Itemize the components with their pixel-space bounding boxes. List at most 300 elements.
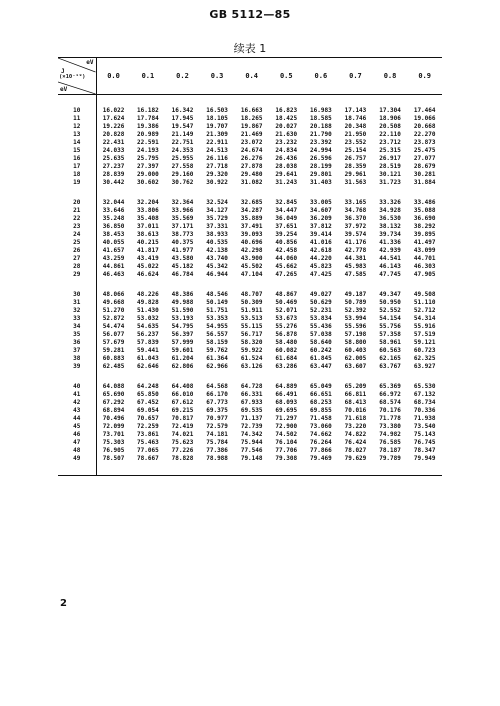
bottom-spacer-row [58, 463, 442, 476]
table-cell: 66.331 [240, 391, 263, 398]
table-cell: 29.641 [275, 171, 298, 178]
table-cell: 30.922 [206, 179, 228, 186]
spacer-cell [373, 371, 408, 383]
table-row [58, 139, 442, 147]
table-cell: 42.138 [206, 247, 228, 254]
table-cell: 18.425 [275, 115, 298, 122]
table-cell: 45.182 [171, 263, 194, 270]
table-cell: 53.032 [137, 315, 159, 322]
table-cell: 62.485 [102, 363, 125, 370]
table-cell: 22.751 [171, 139, 194, 146]
table-cell: 56.557 [206, 331, 228, 338]
row-ev-label: 28 [58, 263, 96, 271]
spacer-cell [58, 187, 96, 199]
table-cell: 37.011 [137, 223, 159, 230]
table-cell: 78.347 [413, 447, 436, 454]
table-cell: 24.674 [240, 147, 263, 154]
table-cell: 29.320 [206, 171, 228, 178]
spacer-cell [407, 371, 442, 383]
table-cell: 49.508 [413, 291, 436, 298]
table-cell: 74.181 [206, 431, 228, 438]
table-cell: 68.574 [379, 399, 401, 406]
table-cell: 49.828 [137, 299, 159, 306]
row-ev-label: 45 [58, 423, 96, 431]
table-cell: 76.424 [344, 439, 367, 446]
table-cell: 44.220 [310, 255, 332, 262]
table-cell: 73.861 [137, 431, 159, 438]
spacer-cell [200, 279, 235, 291]
table-cell: 23.712 [379, 139, 401, 146]
table-cell: 23.392 [310, 139, 332, 146]
table-row [58, 271, 442, 279]
group-spacer-row [58, 187, 442, 199]
row-ev-label: 38 [58, 355, 96, 363]
table-row [58, 407, 442, 415]
table-cell: 24.193 [137, 147, 159, 154]
row-ev-label: 27 [58, 255, 96, 263]
table-cell: 18.906 [379, 115, 401, 122]
spacer-cell [373, 279, 408, 291]
spacer-cell [131, 279, 166, 291]
table-cell: 59.762 [206, 347, 228, 354]
table-cell: 77.546 [240, 447, 263, 454]
row-ev-label: 32 [58, 307, 96, 315]
table-cell: 41.817 [137, 247, 159, 254]
row-ev-label: 48 [58, 447, 96, 455]
row-ev-label: 20 [58, 199, 96, 207]
table-cell: 64.248 [137, 383, 159, 390]
table-cell: 34.127 [206, 207, 228, 214]
table-cell: 39.895 [413, 231, 436, 238]
table-cell: 63.286 [275, 363, 298, 370]
table-cell: 61.204 [171, 355, 194, 362]
row-ev-label: 13 [58, 131, 96, 139]
spacer-cell [96, 371, 131, 383]
table-cell: 71.778 [379, 415, 401, 422]
table-cell: 26.436 [275, 155, 298, 162]
table-cell: 63.927 [413, 363, 436, 370]
table-cell: 56.237 [137, 331, 159, 338]
table-cell: 73.540 [413, 423, 436, 430]
table-cell: 22.110 [379, 131, 401, 138]
table-cell: 70.336 [413, 407, 436, 414]
spacer-cell [200, 95, 235, 108]
row-ev-label: 44 [58, 415, 96, 423]
table-cell: 61.364 [206, 355, 228, 362]
table-cell: 45.983 [344, 263, 367, 270]
table-cell: 58.320 [240, 339, 263, 346]
table-cell: 47.745 [379, 271, 401, 278]
table-cell: 38.933 [206, 231, 228, 238]
group-spacer-row [58, 371, 442, 383]
table-cell: 40.535 [206, 239, 228, 246]
row-ev-label: 43 [58, 407, 96, 415]
table-cell: 74.662 [310, 431, 332, 438]
table-cell: 31.884 [413, 179, 436, 186]
table-cell: 34.768 [344, 207, 367, 214]
table-cell: 50.149 [206, 299, 228, 306]
table-cell: 24.513 [206, 147, 228, 154]
table-cell: 56.878 [275, 331, 298, 338]
table-title: 续表 1 [233, 42, 267, 55]
table-cell: 74.822 [344, 431, 367, 438]
table-cell: 25.154 [344, 147, 367, 154]
page-number: 2 [60, 598, 67, 609]
table-cell: 57.999 [171, 339, 194, 346]
table-cell: 20.508 [379, 123, 401, 130]
table-cell: 68.093 [275, 399, 298, 406]
spacer-cell [407, 187, 442, 199]
table-row [58, 439, 442, 447]
table-cell: 46.303 [413, 263, 436, 270]
spacer-cell [131, 187, 166, 199]
table-cell: 41.176 [344, 239, 367, 246]
row-ev-label: 16 [58, 155, 96, 163]
spacer-cell [304, 279, 339, 291]
table-row [58, 231, 442, 239]
table-cell: 67.132 [413, 391, 436, 398]
table-cell: 43.419 [137, 255, 159, 262]
table-cell: 26.596 [310, 155, 332, 162]
table-cell: 75.143 [413, 431, 436, 438]
table-cell: 39.734 [379, 231, 401, 238]
table-cell: 37.651 [275, 223, 298, 230]
table-cell: 50.629 [310, 299, 332, 306]
table-cell: 68.253 [310, 399, 332, 406]
table-cell: 58.159 [206, 339, 228, 346]
table-cell: 45.502 [240, 263, 263, 270]
standard-number: GB 5112—85 [209, 8, 291, 21]
table-cell: 77.226 [171, 447, 194, 454]
table-cell: 54.474 [102, 323, 125, 330]
table-row [58, 423, 442, 431]
spacer-cell [373, 187, 408, 199]
table-cell: 77.386 [206, 447, 228, 454]
table-cell: 48.867 [275, 291, 298, 298]
table-cell: 26.917 [379, 155, 401, 162]
table-cell: 34.928 [379, 207, 401, 214]
table-cell: 52.392 [344, 307, 367, 314]
table-cell: 52.231 [310, 307, 332, 314]
table-cell: 48.066 [102, 291, 125, 298]
table-cell: 21.309 [206, 131, 228, 138]
table-cell: 63.447 [310, 363, 332, 370]
table-cell: 79.629 [344, 455, 367, 462]
table-cell: 17.624 [102, 115, 125, 122]
table-cell: 23.873 [413, 139, 436, 146]
table-cell: 49.027 [310, 291, 332, 298]
table-cell: 24.834 [275, 147, 298, 154]
table-row [58, 207, 442, 215]
row-ev-label: 10 [58, 107, 96, 115]
table-cell: 74.982 [379, 431, 401, 438]
spacer-cell [407, 279, 442, 291]
row-ev-label: 26 [58, 247, 96, 255]
spacer-cell [338, 371, 373, 383]
top-spacer-row [58, 95, 442, 108]
table-row [58, 123, 442, 131]
column-header: 0.1 [131, 58, 166, 95]
table-cell: 59.441 [137, 347, 159, 354]
table-row [58, 163, 442, 171]
corner-cell [58, 58, 96, 95]
table-cell: 60.242 [310, 347, 332, 354]
table-cell: 71.938 [413, 415, 436, 422]
table-cell: 59.281 [102, 347, 125, 354]
table-cell: 53.673 [275, 315, 298, 322]
table-cell: 48.386 [171, 291, 194, 298]
table-cell: 45.823 [310, 263, 332, 270]
table-row [58, 215, 442, 223]
table-cell: 55.276 [275, 323, 298, 330]
spacer-cell [269, 371, 304, 383]
table-row [58, 339, 442, 347]
table-cell: 50.469 [275, 299, 298, 306]
table-cell: 67.933 [240, 399, 263, 406]
table-cell: 45.022 [137, 263, 159, 270]
spacer-cell [131, 95, 166, 108]
table-cell: 64.568 [206, 383, 228, 390]
table-cell: 22.591 [137, 139, 159, 146]
table-cell: 72.579 [206, 423, 228, 430]
table-cell: 62.165 [379, 355, 401, 362]
row-ev-label: 40 [58, 383, 96, 391]
spacer-cell [269, 463, 304, 476]
row-ev-label: 30 [58, 291, 96, 299]
table-cell: 56.717 [240, 331, 263, 338]
table-cell: 74.021 [171, 431, 194, 438]
table-row [58, 315, 442, 323]
table-row [58, 147, 442, 155]
table-cell: 27.878 [240, 163, 263, 170]
row-ev-label: 14 [58, 139, 96, 147]
table-cell: 19.386 [137, 123, 159, 130]
spacer-cell [58, 463, 96, 476]
table-cell: 61.684 [275, 355, 298, 362]
table-cell: 65.209 [344, 383, 367, 390]
table-cell: 43.900 [240, 255, 263, 262]
table-cell: 42.939 [379, 247, 401, 254]
table-cell: 35.569 [171, 215, 194, 222]
table-cell: 30.281 [413, 171, 436, 178]
table-cell: 29.801 [310, 171, 332, 178]
table-cell: 60.883 [102, 355, 125, 362]
table-body [58, 95, 442, 476]
row-ev-label: 39 [58, 363, 96, 371]
spacer-cell [338, 279, 373, 291]
table-cell: 61.043 [137, 355, 159, 362]
column-header: 0.9 [407, 58, 442, 95]
table-cell: 16.342 [171, 107, 194, 114]
table-cell: 19.547 [171, 123, 194, 130]
table-cell: 65.690 [102, 391, 125, 398]
spacer-cell [96, 95, 131, 108]
table-cell: 69.535 [240, 407, 263, 414]
spacer-cell [58, 279, 96, 291]
row-ev-label: 33 [58, 315, 96, 323]
table-cell: 77.065 [137, 447, 159, 454]
table-cell: 70.016 [344, 407, 367, 414]
table-cell: 35.729 [206, 215, 228, 222]
table-cell: 74.502 [275, 431, 298, 438]
row-ev-label: 24 [58, 231, 96, 239]
spacer-cell [234, 279, 269, 291]
table-cell: 62.005 [344, 355, 367, 362]
table-cell: 38.292 [413, 223, 436, 230]
row-ev-label: 46 [58, 431, 96, 439]
table-cell: 57.839 [137, 339, 159, 346]
spacer-cell [58, 95, 96, 108]
spacer-cell [58, 371, 96, 383]
table-cell: 55.115 [240, 323, 263, 330]
table-cell: 78.187 [379, 447, 401, 454]
table-cell: 30.442 [102, 179, 125, 186]
table-cell: 54.154 [379, 315, 401, 322]
row-ev-label: 42 [58, 399, 96, 407]
table-cell: 25.955 [171, 155, 194, 162]
table-cell: 57.679 [102, 339, 125, 346]
table-cell: 79.949 [413, 455, 436, 462]
table-cell: 50.309 [240, 299, 263, 306]
table-cell: 44.701 [413, 255, 436, 262]
table-cell: 67.452 [137, 399, 159, 406]
table-cell: 64.088 [102, 383, 125, 390]
table-cell: 25.315 [379, 147, 401, 154]
table-row [58, 455, 442, 463]
row-ev-label: 23 [58, 223, 96, 231]
table-cell: 20.188 [310, 123, 332, 130]
table-cell: 35.248 [102, 215, 125, 222]
table-cell: 18.585 [310, 115, 332, 122]
table-cell: 27.237 [102, 163, 125, 170]
table-cell: 26.757 [344, 155, 367, 162]
table-cell: 73.220 [344, 423, 367, 430]
table-cell: 58.640 [310, 339, 332, 346]
table-row [58, 255, 442, 263]
table-cell: 19.226 [102, 123, 125, 130]
table-cell: 76.264 [310, 439, 332, 446]
table-row [58, 171, 442, 179]
table-cell: 72.419 [171, 423, 194, 430]
table-cell: 30.602 [137, 179, 159, 186]
table-row [58, 155, 442, 163]
table-cell: 32.044 [102, 199, 125, 206]
row-ev-label: 25 [58, 239, 96, 247]
table-cell: 20.348 [344, 123, 367, 130]
table-cell: 76.745 [413, 439, 436, 446]
table-cell: 39.414 [310, 231, 332, 238]
table-row [58, 223, 442, 231]
table-cell: 42.778 [344, 247, 367, 254]
table-cell: 40.856 [275, 239, 298, 246]
row-ev-label: 49 [58, 455, 96, 463]
table-cell: 72.259 [137, 423, 159, 430]
table-cell: 37.331 [206, 223, 228, 230]
table-cell: 16.823 [275, 107, 298, 114]
table-row [58, 263, 442, 271]
table-cell: 24.033 [102, 147, 125, 154]
table-cell: 44.060 [275, 255, 298, 262]
spacer-cell [165, 279, 200, 291]
table-cell: 33.646 [102, 207, 125, 214]
table-cell: 21.790 [310, 131, 332, 138]
table-row [58, 363, 442, 371]
table-cell: 52.712 [413, 307, 436, 314]
table-cell: 37.491 [240, 223, 263, 230]
table-cell: 32.685 [240, 199, 263, 206]
table-cell: 70.496 [102, 415, 125, 422]
table-cell: 17.464 [413, 107, 436, 114]
table-cell: 56.397 [171, 331, 194, 338]
table-cell: 46.784 [171, 271, 194, 278]
table-cell: 28.679 [413, 163, 436, 170]
table-cell: 38.453 [102, 231, 125, 238]
spacer-cell [96, 279, 131, 291]
row-ev-label: 18 [58, 171, 96, 179]
table-cell: 20.027 [275, 123, 298, 130]
table-cell: 51.911 [240, 307, 263, 314]
table-cell: 66.651 [310, 391, 332, 398]
table-cell: 31.082 [240, 179, 263, 186]
table-cell: 55.436 [310, 323, 332, 330]
table-cell: 22.270 [413, 131, 436, 138]
table-cell: 75.944 [240, 439, 263, 446]
table-row [58, 131, 442, 139]
table-cell: 51.270 [102, 307, 125, 314]
table-cell: 39.254 [275, 231, 298, 238]
table-cell: 41.497 [413, 239, 436, 246]
spacer-cell [304, 371, 339, 383]
table-cell: 64.728 [240, 383, 263, 390]
spacer-cell [407, 463, 442, 476]
table-row [58, 431, 442, 439]
table-cell: 33.806 [137, 207, 159, 214]
table-cell: 75.784 [206, 439, 228, 446]
table-cell: 29.961 [344, 171, 367, 178]
table-cell: 79.789 [379, 455, 401, 462]
spacer-cell [338, 187, 373, 199]
table-cell: 29.000 [137, 171, 159, 178]
table-cell: 66.010 [171, 391, 194, 398]
column-header: 0.3 [200, 58, 235, 95]
table-cell: 31.723 [379, 179, 401, 186]
table-cell: 19.707 [206, 123, 228, 130]
row-ev-label: 12 [58, 123, 96, 131]
spacer-cell [131, 463, 166, 476]
group-spacer-row [58, 279, 442, 291]
table-cell: 32.364 [171, 199, 194, 206]
table-cell: 78.507 [102, 455, 125, 462]
table-cell: 54.955 [206, 323, 228, 330]
row-ev-label: 22 [58, 215, 96, 223]
row-ev-label: 29 [58, 271, 96, 279]
table-cell: 38.132 [379, 223, 401, 230]
table-row [58, 307, 442, 315]
column-header: 0.0 [96, 58, 131, 95]
table-cell: 30.121 [379, 171, 401, 178]
table-cell: 24.994 [310, 147, 332, 154]
table-cell: 60.563 [379, 347, 401, 354]
spacer-cell [304, 95, 339, 108]
table-row [58, 239, 442, 247]
table-cell: 62.646 [137, 363, 159, 370]
table-cell: 32.204 [137, 199, 159, 206]
table-cell: 30.762 [171, 179, 194, 186]
table-cell: 36.850 [102, 223, 125, 230]
row-ev-label: 35 [58, 331, 96, 339]
table-cell: 33.005 [310, 199, 332, 206]
table-cell: 53.353 [206, 315, 228, 322]
